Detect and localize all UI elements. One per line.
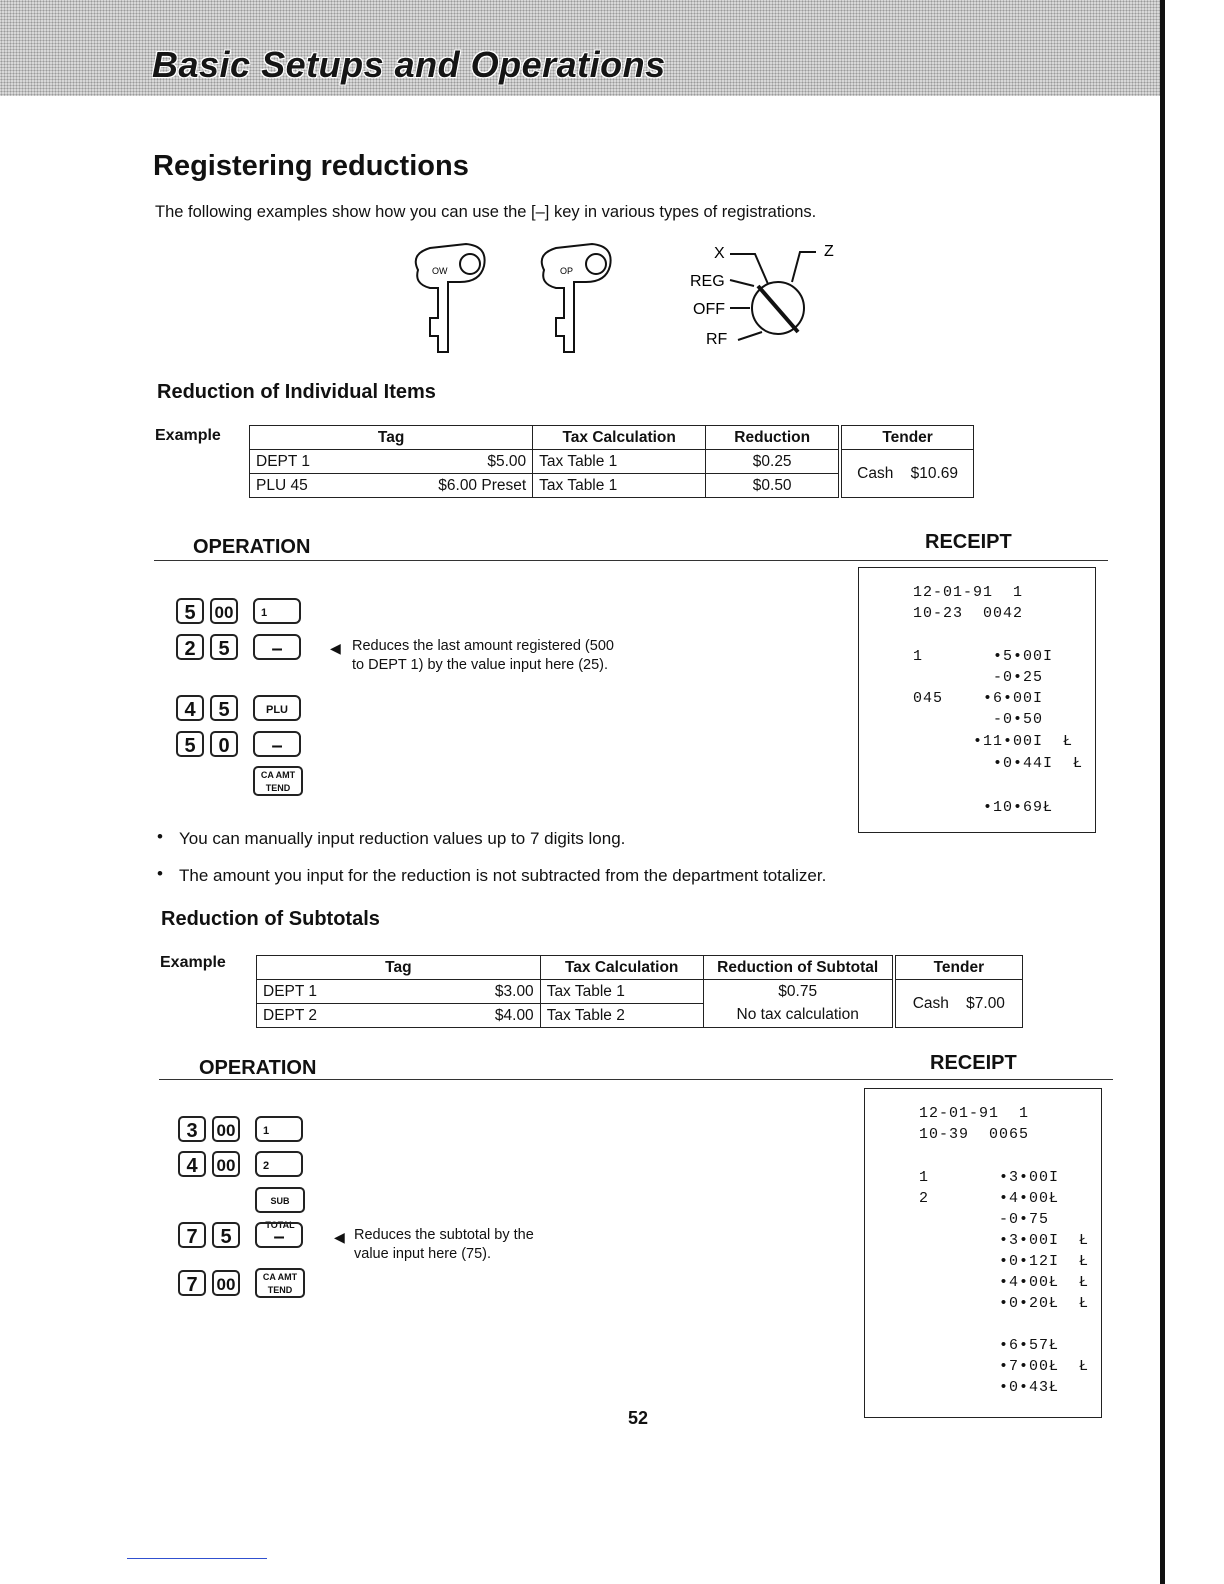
ow-key-icon [416,244,485,352]
receipt-line: 12-01-91 1 [919,1105,1030,1122]
key-00[interactable]: 00 [212,1151,240,1177]
dept-1-key[interactable]: 1 [255,1116,303,1142]
receipt-line: 10-23 0042 [913,605,1024,622]
section2-note: Reduces the subtotal by the value input here (75). [354,1227,534,1262]
table-header: Tax Calculation [540,956,703,980]
receipt-line: •0•12I Ł [919,1253,1090,1270]
section1-example-table [249,425,974,498]
table-cell: No tax calculation [703,1004,894,1028]
receipt-line: 1 •3•00I [919,1169,1060,1186]
section1-heading: Reduction of Individual Items [157,381,436,403]
page-title: Registering reductions [153,150,469,182]
bullet-text: The amount you input for the reduction is not subtracted from the department totalizer. [179,866,827,885]
receipt-line: •4•00Ł Ł [919,1274,1090,1291]
cash-amt-tend-key[interactable]: CA AMT TEND [255,1268,305,1298]
receipt-line: -0•50 [913,711,1044,728]
key-0[interactable]: 0 [210,731,238,757]
section1-receipt-label: RECEIPT [925,531,1012,553]
banner-title: Basic Setups and Operations [152,44,666,85]
receipt-line: 1 •5•00I [913,648,1054,665]
section2-receipt-label: RECEIPT [930,1052,1017,1074]
section-divider [154,560,1108,561]
table-cell: $4.00 [417,1004,541,1028]
pointer-icon: ◀ [334,1229,345,1245]
receipt-line: •6•57Ł [919,1337,1060,1354]
receipt-line: 10-39 0065 [919,1126,1030,1143]
key-4[interactable]: 4 [176,695,204,721]
table-cell: $6.00 Preset [362,474,532,498]
op-key-icon [542,244,611,352]
pointer-icon: ◀ [330,640,341,656]
mode-z-label: Z [824,243,834,260]
section2-heading: Reduction of Subtotals [161,908,380,930]
intro-text: The following examples show how you can use the [–] key in various types of registrations. [155,203,817,221]
mode-switch-dial-icon [730,252,816,340]
receipt-line: •7•00Ł Ł [919,1358,1090,1375]
mode-x-label: X [714,245,725,262]
dept-1-key[interactable]: 1 [253,598,301,624]
section1-example-label: Example [155,427,221,444]
key-5[interactable]: 5 [212,1222,240,1248]
plu-key[interactable]: PLU [253,695,301,721]
ow-key-label: OW [432,266,448,276]
bullet-icon: • [157,864,163,883]
section1-operation-label: OPERATION [193,536,311,558]
key-00[interactable]: 00 [210,598,238,624]
table-header: Tender [894,956,1023,980]
table-cell: DEPT 1 [257,980,417,1004]
receipt-line: 12-01-91 1 [913,584,1024,601]
section2-example-table [256,955,1023,1028]
op-key-label: OP [560,266,574,276]
table-cell: $5.00 [362,450,532,474]
table-header: Reduction [706,426,841,450]
table-cell: PLU 45 [250,474,363,498]
key-5[interactable]: 5 [176,731,204,757]
cash-amt-tend-key[interactable]: CA AMT TEND [253,766,303,796]
footer-link-underline[interactable] [127,1558,267,1559]
minus-key[interactable]: – [255,1222,303,1248]
mode-reg-label: REG [690,273,725,290]
section1-receipt [858,567,1096,833]
minus-key[interactable]: – [253,731,301,757]
table-cell: $0.25 [706,450,841,474]
table-cell: $0.75 [703,980,894,1004]
bullet-icon: • [157,827,163,846]
table-header: Tag [250,426,533,450]
mode-rf-label: RF [706,331,728,348]
page-number: 52 [628,1408,649,1428]
receipt-line: 2 •4•00Ł [919,1190,1060,1207]
key-2[interactable]: 2 [176,634,204,660]
key-00[interactable]: 00 [212,1270,240,1296]
section-divider [159,1079,1113,1080]
key-5[interactable]: 5 [210,695,238,721]
key-7[interactable]: 7 [178,1270,206,1296]
mode-off-label: OFF [693,301,725,318]
key-5[interactable]: 5 [176,598,204,624]
table-cell: DEPT 2 [257,1004,417,1028]
dept-2-key[interactable]: 2 [255,1151,303,1177]
table-header: Tag [257,956,541,980]
section2-example-label: Example [160,954,226,971]
receipt-line: •0•44I Ł [913,755,1084,772]
key-00[interactable]: 00 [212,1116,240,1142]
receipt-line: -0•25 [913,669,1044,686]
receipt-line: •0•20Ł Ł [919,1295,1090,1312]
key-7[interactable]: 7 [178,1222,206,1248]
table-cell: Tax Table 1 [533,450,706,474]
receipt-line: 045 •6•00I [913,690,1044,707]
key-4[interactable]: 4 [178,1151,206,1177]
section1-note: Reduces the last amount registered (500 to DEPT 1) by the value input here (25). [352,638,614,673]
receipt-line: -0•75 [919,1211,1050,1228]
tender-cell: Cash $7.00 [894,980,1023,1028]
mode-keys-illustration [400,236,840,362]
table-header: Tender [840,426,973,450]
table-header: Reduction of Subtotal [703,956,894,980]
receipt-line: •11•00I Ł [913,733,1074,750]
table-cell: $0.50 [706,474,841,498]
section2-receipt [864,1088,1102,1418]
minus-key[interactable]: – [253,634,301,660]
key-3[interactable]: 3 [178,1116,206,1142]
key-5[interactable]: 5 [210,634,238,660]
table-cell: $3.00 [417,980,541,1004]
table-cell: Tax Table 1 [533,474,706,498]
tender-cell: Cash $10.69 [840,450,973,498]
subtotal-key[interactable]: SUB TOTAL [255,1187,305,1213]
section2-operation-label: OPERATION [199,1057,317,1079]
table-cell: Tax Table 2 [540,1004,703,1028]
bullet-text: You can manually input reduction values up to 7 digits long. [179,829,626,848]
receipt-line: •3•00I Ł [919,1232,1090,1249]
table-cell: Tax Table 1 [540,980,703,1004]
page-edge-rule [1160,0,1165,1584]
receipt-line: •0•43Ł [919,1379,1060,1396]
receipt-line: •10•69Ł [913,799,1054,816]
table-cell: DEPT 1 [250,450,363,474]
table-header: Tax Calculation [533,426,706,450]
